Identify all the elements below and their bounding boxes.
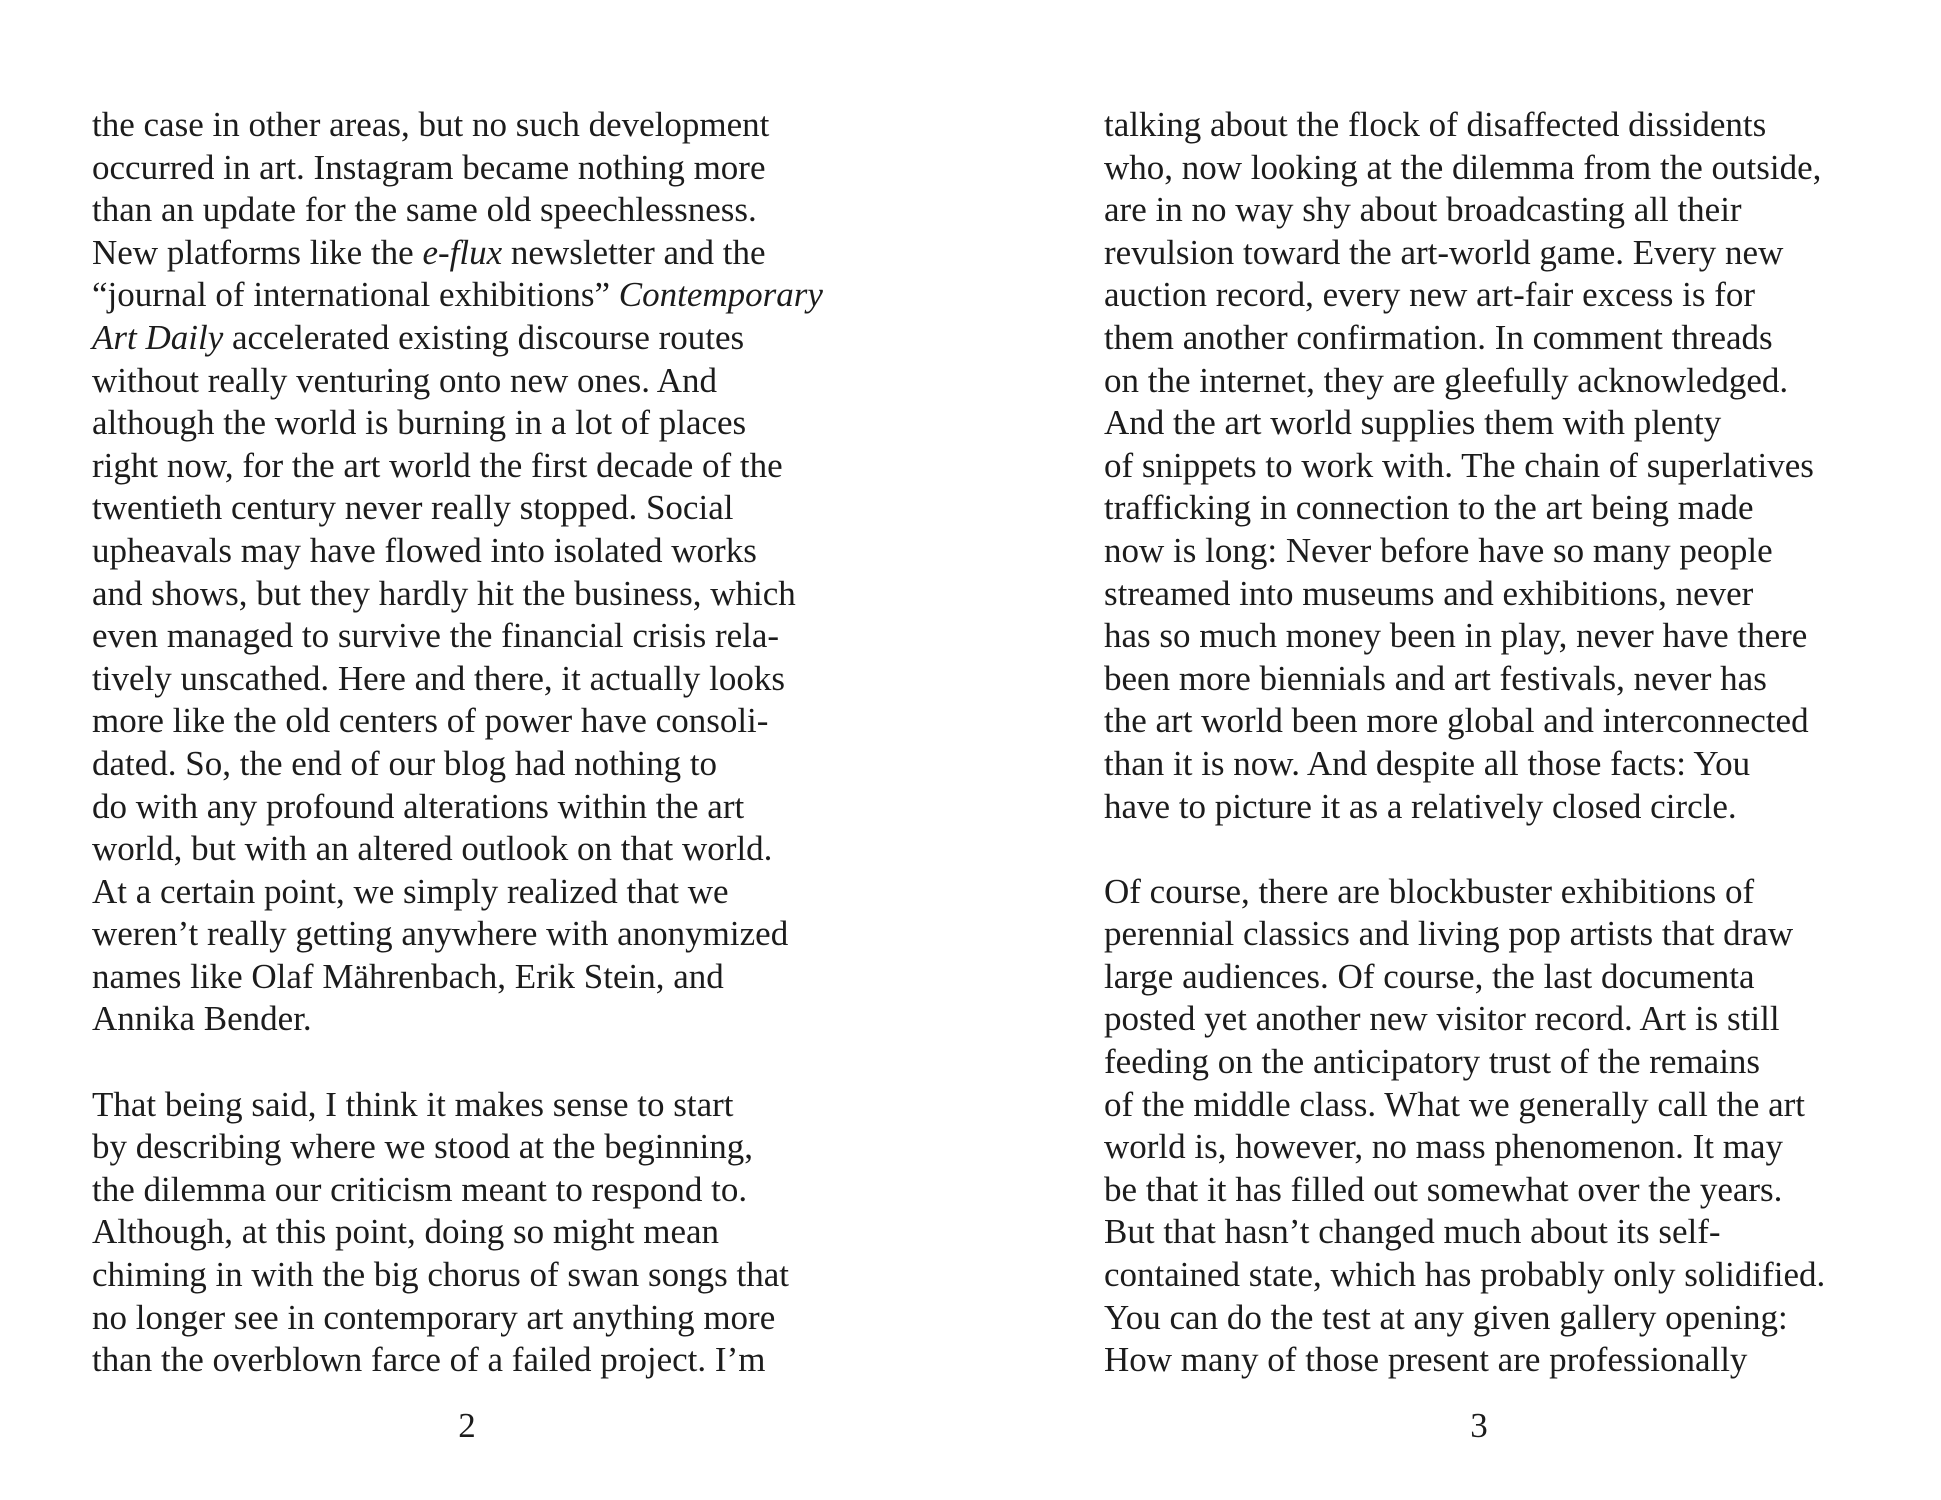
text-line: the art world been more global and interconnected bbox=[1104, 701, 1809, 741]
text-line: Of course, there are blockbuster exhibitions of bbox=[1104, 871, 1755, 911]
text-line: You can do the test at any given gallery opening: bbox=[1104, 1297, 1788, 1337]
text-line: feeding on the anticipatory trust of the remains bbox=[1104, 1042, 1761, 1082]
text-line: perennial classics and living pop artists that draw bbox=[1104, 914, 1794, 954]
text-line: weren’t really getting anywhere with anonymized bbox=[92, 914, 789, 954]
text-line: How many of those present are professionally bbox=[1104, 1340, 1748, 1380]
text-line: has so much money been in play, never have there bbox=[1104, 616, 1808, 656]
page-right-text-column bbox=[1104, 104, 1825, 1382]
text-line: even managed to survive the financial crisis rela- bbox=[92, 616, 780, 656]
text-line: do with any profound alterations within the art bbox=[92, 786, 745, 826]
text-line: have to picture it as a relatively closed circle. bbox=[1104, 786, 1737, 826]
text-line: talking about the flock of disaffected dissidents bbox=[1104, 105, 1767, 144]
text-line: no longer see in contemporary art anything more bbox=[92, 1297, 776, 1337]
text-line: who, now looking at the dilemma from the outside, bbox=[1104, 147, 1822, 187]
text-line: without really venturing onto new ones. And bbox=[92, 360, 718, 400]
text-line: names like Olaf Mährenbach, Erik Stein, and bbox=[92, 956, 724, 996]
text-line: the case in other areas, but no such development bbox=[92, 105, 770, 144]
text-line: And the art world supplies them with plenty bbox=[1104, 403, 1722, 443]
text-line: than an update for the same old speechlessness. bbox=[92, 190, 757, 230]
text-line: At a certain point, we simply realized that we bbox=[92, 871, 729, 911]
text-line: now is long: Never before have so many people bbox=[1104, 530, 1773, 570]
paragraph bbox=[92, 104, 823, 1041]
text-line: twentieth century never really stopped. Social bbox=[92, 488, 734, 528]
text-line: on the internet, they are gleefully acknowledged. bbox=[1104, 360, 1789, 400]
text-line: But that hasn’t changed much about its self- bbox=[1104, 1212, 1721, 1252]
text-line: and shows, but they hardly hit the business, which bbox=[92, 573, 796, 613]
text-line: tively unscathed. Here and there, it actually looks bbox=[92, 658, 785, 698]
text-line: although the world is burning in a lot of places bbox=[92, 403, 747, 443]
text-line: New platforms like the e-flux newsletter and the bbox=[92, 232, 766, 272]
text-line: Art Daily accelerated existing discourse routes bbox=[92, 317, 745, 357]
text-line: contained state, which has probably only solidified. bbox=[1104, 1255, 1826, 1295]
text-line: Annika Bender. bbox=[92, 999, 312, 1039]
text-line: are in no way shy about broadcasting all their bbox=[1104, 190, 1742, 230]
text-line: Although, at this point, doing so might mean bbox=[92, 1212, 720, 1252]
text-line: of the middle class. What we generally call the art bbox=[1104, 1084, 1806, 1124]
text-line: revulsion toward the art-world game. Every new bbox=[1104, 232, 1784, 272]
paragraph bbox=[1104, 104, 1825, 828]
text-line: world is, however, no mass phenomenon. It may bbox=[1104, 1127, 1784, 1167]
text-line: of snippets to work with. The chain of superlatives bbox=[1104, 445, 1814, 485]
page-left-page-number: 2 bbox=[458, 1406, 476, 1445]
text-line: auction record, every new art-fair excess is for bbox=[1104, 275, 1756, 315]
text-line: dated. So, the end of our blog had nothing to bbox=[92, 743, 718, 783]
text-line: trafficking in connection to the art being made bbox=[1104, 488, 1754, 528]
text-line: than the overblown farce of a failed project. I’m bbox=[92, 1340, 766, 1380]
paragraph bbox=[92, 1084, 823, 1382]
page-left-text-column bbox=[92, 104, 823, 1382]
text-line: That being said, I think it makes sense to start bbox=[92, 1084, 734, 1124]
paragraph bbox=[1104, 871, 1825, 1382]
text-line: than it is now. And despite all those facts: You bbox=[1104, 743, 1751, 783]
text-line: the dilemma our criticism meant to respond to. bbox=[92, 1169, 748, 1209]
text-line: chiming in with the big chorus of swan songs that bbox=[92, 1255, 790, 1295]
text-line: right now, for the art world the first decade of the bbox=[92, 445, 783, 485]
text-line: world, but with an altered outlook on that world. bbox=[92, 829, 773, 869]
text-line: large audiences. Of course, the last documenta bbox=[1104, 956, 1755, 996]
text-line: more like the old centers of power have consoli- bbox=[92, 701, 769, 741]
text-line: been more biennials and art festivals, never has bbox=[1104, 658, 1767, 698]
text-line: be that it has filled out somewhat over the years. bbox=[1104, 1169, 1783, 1209]
text-line: “journal of international exhibitions” Contemporary bbox=[92, 275, 823, 315]
text-line: by describing where we stood at the beginning, bbox=[92, 1127, 753, 1167]
text-line: streamed into museums and exhibitions, never bbox=[1104, 573, 1754, 613]
text-line: upheavals may have flowed into isolated works bbox=[92, 530, 757, 570]
text-line: occurred in art. Instagram became nothing more bbox=[92, 147, 766, 187]
text-line: posted yet another new visitor record. Art is still bbox=[1104, 999, 1780, 1039]
text-line: them another confirmation. In comment threads bbox=[1104, 317, 1773, 357]
page-right-page-number: 3 bbox=[1470, 1406, 1488, 1445]
